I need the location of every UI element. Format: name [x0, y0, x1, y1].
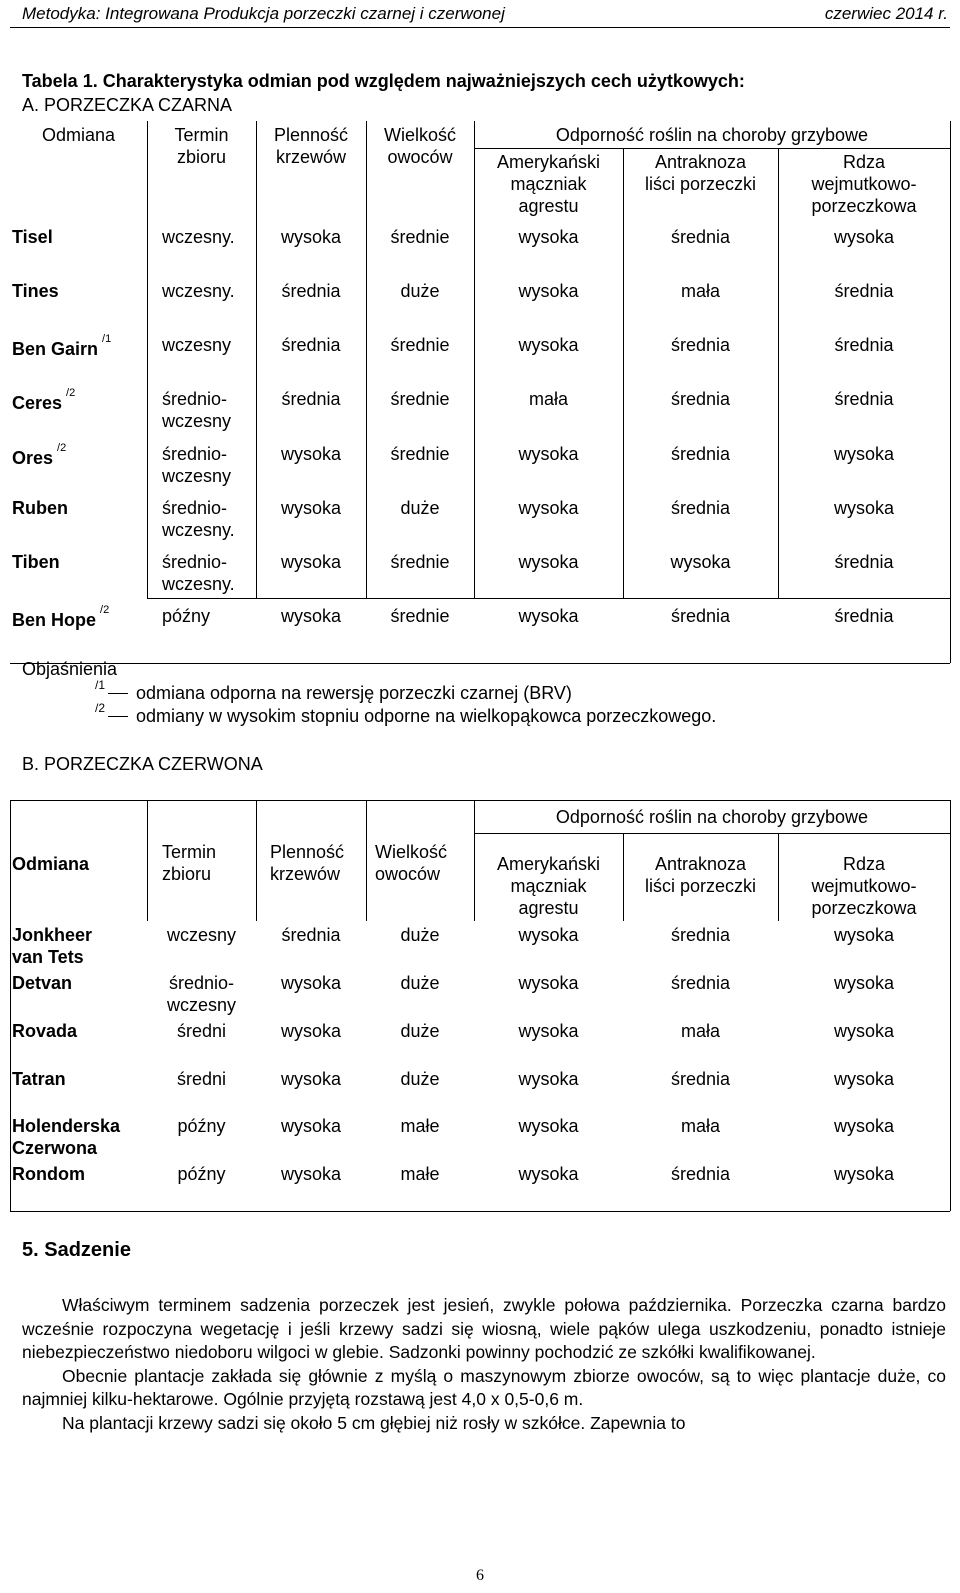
- cell-antraknoza: średnia: [670, 1069, 731, 1089]
- note-1-dash: [108, 693, 128, 694]
- table-a-vline: [256, 121, 257, 598]
- cell-wielkosc: małe: [400, 1164, 440, 1184]
- variety-name-text: Tiben: [12, 552, 60, 572]
- cell-wielkosc: małe: [400, 1116, 440, 1136]
- cell-wielkosc: średnie: [390, 389, 450, 409]
- variety-name: [12, 605, 109, 631]
- harvest-term-line: średnio-: [162, 444, 228, 464]
- table-b-vline: [366, 800, 367, 921]
- cell-macznik: wysoka: [518, 227, 579, 247]
- cell-rdza: wysoka: [833, 1069, 895, 1089]
- cell-wielkosc: duże: [400, 281, 440, 301]
- variety-name-text: Tisel: [12, 227, 53, 247]
- footnote-marker: /2: [57, 442, 67, 454]
- harvest-term-line: wczesny.: [162, 520, 235, 540]
- cell-wielkosc: średnie: [390, 552, 450, 572]
- note-1-marker: /1: [95, 678, 106, 692]
- note-1-text: odmiana odporna na rewersję porzeczki czarnej (BRV): [136, 683, 572, 703]
- variety-name: [12, 334, 111, 360]
- col-plennosc-b: Plenność krzewów: [270, 842, 345, 884]
- cell-antraknoza: mała: [680, 1021, 720, 1041]
- harvest-term: [162, 443, 231, 487]
- cell-rdza: wysoka: [833, 1021, 895, 1041]
- cell-macznik: wysoka: [518, 444, 579, 464]
- variety-name-line: van Tets: [12, 947, 84, 967]
- cell-macznik: mała: [528, 389, 568, 409]
- variety-name: [12, 226, 53, 248]
- paragraph: Na plantacji krzewy sadzi się około 5 cm głębiej niż rosły w szkółce. Zapewnia to: [62, 1412, 686, 1433]
- paragraph: Obecnie plantacje zakłada się głównie z myślą o maszynowym zbiorze owoców, są to więc plantacje duże, co najmniej kilku-hektarowe. Ogólnie przyjętą rozstawą jest 4,0 x 0,5-0,6 m.: [22, 1365, 946, 1409]
- col-macznik-b: Amerykański mączniak agrestu: [496, 854, 601, 918]
- harvest-term: [147, 1068, 256, 1090]
- table-a-hline: [10, 663, 950, 664]
- section-a-heading: A. PORZECZKA CZARNA: [22, 95, 233, 115]
- variety-name: [12, 1068, 66, 1090]
- variety-name: [12, 1115, 120, 1159]
- page-number: 6: [476, 1567, 484, 1584]
- variety-name-line: Rondom: [12, 1164, 85, 1184]
- harvest-term: [147, 924, 256, 946]
- cell-plennosc: średnia: [281, 281, 341, 301]
- cell-rdza: średnia: [834, 552, 894, 572]
- harvest-term-line: średni: [176, 1069, 227, 1089]
- variety-name-line: Jonkheer: [12, 925, 93, 945]
- cell-antraknoza: średnia: [670, 973, 731, 993]
- footnote-marker: /2: [66, 387, 76, 399]
- col-antraknoza-b: Antraknoza liści porzeczki: [644, 854, 757, 896]
- paragraph: Właściwym terminem sadzenia porzeczek jest jesień, zwykle połowa października. Porzeczka czarna bardzo wcześnie rozpoczyna wegetację i jeśli krzewy sadzi się wiosną, wiele pąków ulega uszkodzeniu, ponadto istnieje niebezpieczeństwo niedoboru wilgoci w glebie. Sadzonki powinny pochodzić ze szkółki kwalifikowanej.: [22, 1295, 946, 1362]
- cell-plennosc: średnia: [281, 335, 341, 355]
- variety-name: [12, 551, 60, 573]
- cell-rdza: średnia: [834, 606, 894, 626]
- variety-name-text: Ores: [12, 448, 54, 468]
- cell-plennosc: wysoka: [280, 1164, 342, 1184]
- cell-wielkosc: duże: [400, 1021, 440, 1041]
- harvest-term-line: późny: [177, 1116, 226, 1136]
- col-termin: Termin zbioru: [174, 125, 229, 167]
- harvest-term-line: średnio-: [162, 498, 228, 518]
- harvest-term-line: wczesny.: [162, 227, 235, 247]
- cell-antraknoza: mała: [680, 1116, 720, 1136]
- cell-wielkosc: średnie: [390, 606, 450, 626]
- harvest-term-line: późny: [162, 606, 211, 626]
- cell-wielkosc: duże: [400, 973, 440, 993]
- footnote-marker: /1: [102, 333, 112, 345]
- cell-rdza: średnia: [834, 335, 894, 355]
- harvest-term-line: średni: [176, 1021, 227, 1041]
- harvest-term-line: wczesny: [162, 335, 232, 355]
- col-wielkosc-b: Wielkość owoców: [375, 842, 448, 884]
- col-termin-b: Termin zbioru: [162, 842, 217, 884]
- variety-name: [12, 924, 92, 968]
- col-antraknoza: Antraknoza liści porzeczki: [644, 152, 757, 194]
- variety-name-text: Ceres: [12, 393, 63, 413]
- harvest-term-line: wczesny: [162, 466, 232, 486]
- harvest-term-line: wczesny.: [162, 574, 235, 594]
- cell-antraknoza: mała: [680, 281, 720, 301]
- cell-rdza: średnia: [834, 389, 894, 409]
- note-2-dash: [108, 716, 128, 717]
- cell-antraknoza: średnia: [670, 227, 731, 247]
- cell-wielkosc: duże: [400, 925, 440, 945]
- harvest-term-line: średnio-: [162, 389, 228, 409]
- col-odpornosc-b: Odporność roślin na choroby grzybowe: [555, 807, 869, 827]
- cell-plennosc: średnia: [281, 389, 341, 409]
- col-macznik: Amerykański mączniak agrestu: [496, 152, 601, 216]
- cell-antraknoza: średnia: [670, 335, 731, 355]
- harvest-term: [162, 334, 231, 356]
- table-b-hline: [10, 1211, 950, 1212]
- harvest-term: [162, 226, 235, 248]
- harvest-term: [162, 605, 210, 627]
- variety-name-line: Holenderska: [12, 1116, 121, 1136]
- harvest-term: [162, 280, 235, 302]
- harvest-term-line: wczesny: [162, 411, 232, 431]
- cell-macznik: wysoka: [518, 498, 579, 518]
- table-a-vline: [366, 121, 367, 598]
- variety-name-line: Detvan: [12, 973, 73, 993]
- cell-macznik: wysoka: [518, 1069, 579, 1089]
- cell-rdza: średnia: [834, 281, 894, 301]
- header-title: Metodyka: Integrowana Produkcja porzeczki czarnej i czerwonej: [22, 4, 505, 23]
- variety-name: [12, 1020, 77, 1042]
- cell-macznik: wysoka: [518, 973, 579, 993]
- table-b-vline: [10, 800, 11, 1211]
- cell-plennosc: wysoka: [280, 444, 342, 464]
- col-wielkosc: Wielkość owoców: [383, 125, 456, 167]
- harvest-term-line: średnio-: [162, 552, 228, 572]
- cell-wielkosc: średnie: [390, 227, 450, 247]
- variety-name-text: Ben Hope: [12, 610, 97, 630]
- section-5-heading: 5. Sadzenie: [22, 1239, 131, 1261]
- col-odmiana: Odmiana: [41, 125, 116, 145]
- footnote-marker: /2: [100, 604, 110, 616]
- harvest-term: [147, 972, 256, 1016]
- cell-macznik: wysoka: [518, 552, 579, 572]
- cell-wielkosc: średnie: [390, 335, 450, 355]
- table-b-vline: [256, 800, 257, 921]
- variety-name: [12, 280, 59, 302]
- cell-macznik: wysoka: [518, 335, 579, 355]
- cell-rdza: wysoka: [833, 925, 895, 945]
- harvest-term-line: wczesny.: [162, 281, 235, 301]
- variety-name: [12, 443, 66, 469]
- cell-macznik: wysoka: [518, 1164, 579, 1184]
- col-odpornosc: Odporność roślin na choroby grzybowe: [555, 125, 869, 145]
- variety-name: [12, 497, 68, 519]
- cell-antraknoza: wysoka: [670, 552, 731, 572]
- harvest-term: [147, 1020, 256, 1042]
- variety-name-line: Tatran: [12, 1069, 66, 1089]
- cell-wielkosc: duże: [400, 498, 440, 518]
- cell-plennosc: wysoka: [280, 1021, 342, 1041]
- variety-name-text: Tines: [12, 281, 59, 301]
- harvest-term: [147, 1163, 256, 1185]
- cell-rdza: wysoka: [833, 1164, 895, 1184]
- col-rdza-b: Rdza wejmutkowo- porzeczkowa: [811, 854, 917, 918]
- variety-name-line: Rovada: [12, 1021, 78, 1041]
- note-2-text: odmiany w wysokim stopniu odporne na wielkopąkowca porzeczkowego.: [136, 706, 717, 726]
- cell-antraknoza: średnia: [670, 444, 731, 464]
- variety-name-text: Ben Gairn: [12, 339, 99, 359]
- table-b-hline: [10, 800, 950, 801]
- table-title: Tabela 1. Charakterystyka odmian pod względem najważniejszych cech użytkowych:: [22, 71, 745, 91]
- cell-antraknoza: średnia: [670, 389, 731, 409]
- cell-antraknoza: średnia: [670, 606, 731, 626]
- cell-macznik: wysoka: [518, 1021, 579, 1041]
- table-a-vline: [950, 121, 951, 663]
- table-b-hline: [474, 833, 950, 834]
- harvest-term-line: wczesny: [166, 925, 237, 945]
- table-b-vline: [950, 800, 951, 1211]
- variety-name: [12, 388, 75, 414]
- table-a-hline: [474, 148, 950, 149]
- cell-rdza: wysoka: [833, 498, 895, 518]
- cell-antraknoza: średnia: [670, 1164, 731, 1184]
- harvest-term-line: wczesny: [166, 995, 237, 1015]
- col-rdza: Rdza wejmutkowo- porzeczkowa: [811, 152, 917, 216]
- section-b-heading: B. PORZECZKA CZERWONA: [22, 754, 263, 774]
- harvest-term: [147, 1115, 256, 1137]
- cell-plennosc: wysoka: [280, 1069, 342, 1089]
- cell-plennosc: wysoka: [280, 1116, 342, 1136]
- notes-title: Objaśnienia: [22, 659, 118, 679]
- section-5-body: [22, 1294, 946, 1435]
- cell-wielkosc: duże: [400, 1069, 440, 1089]
- cell-rdza: wysoka: [833, 227, 895, 247]
- variety-name: [12, 972, 72, 994]
- cell-plennosc: wysoka: [280, 227, 342, 247]
- note-2-marker: /2: [95, 701, 106, 715]
- col-plennosc: Plenność krzewów: [273, 125, 349, 167]
- cell-plennosc: wysoka: [280, 498, 342, 518]
- harvest-term-line: średnio-: [168, 973, 235, 993]
- cell-macznik: wysoka: [518, 1116, 579, 1136]
- cell-macznik: wysoka: [518, 606, 579, 626]
- harvest-term-line: późny: [177, 1164, 226, 1184]
- cell-rdza: wysoka: [833, 973, 895, 993]
- table-b-vline: [147, 800, 148, 921]
- cell-macznik: wysoka: [518, 281, 579, 301]
- table-a-hline: [147, 598, 950, 599]
- cell-wielkosc: średnie: [390, 444, 450, 464]
- cell-plennosc: wysoka: [280, 552, 342, 572]
- cell-plennosc: średnia: [281, 925, 341, 945]
- header-date: czerwiec 2014 r.: [824, 4, 948, 23]
- cell-rdza: wysoka: [833, 444, 895, 464]
- harvest-term: [162, 388, 231, 432]
- cell-rdza: wysoka: [833, 1116, 895, 1136]
- cell-plennosc: wysoka: [280, 973, 342, 993]
- harvest-term: [162, 551, 235, 595]
- variety-name-text: Ruben: [12, 498, 68, 518]
- variety-name: [12, 1163, 85, 1185]
- cell-antraknoza: średnia: [670, 925, 731, 945]
- header-rule: [10, 27, 950, 28]
- cell-plennosc: wysoka: [280, 606, 342, 626]
- cell-antraknoza: średnia: [670, 498, 731, 518]
- col-odmiana-b: Odmiana: [12, 854, 90, 874]
- table-a-vline: [623, 148, 624, 598]
- variety-name-line: Czerwona: [12, 1138, 98, 1158]
- table-a-vline: [147, 121, 148, 598]
- harvest-term: [162, 497, 235, 541]
- cell-macznik: wysoka: [518, 925, 579, 945]
